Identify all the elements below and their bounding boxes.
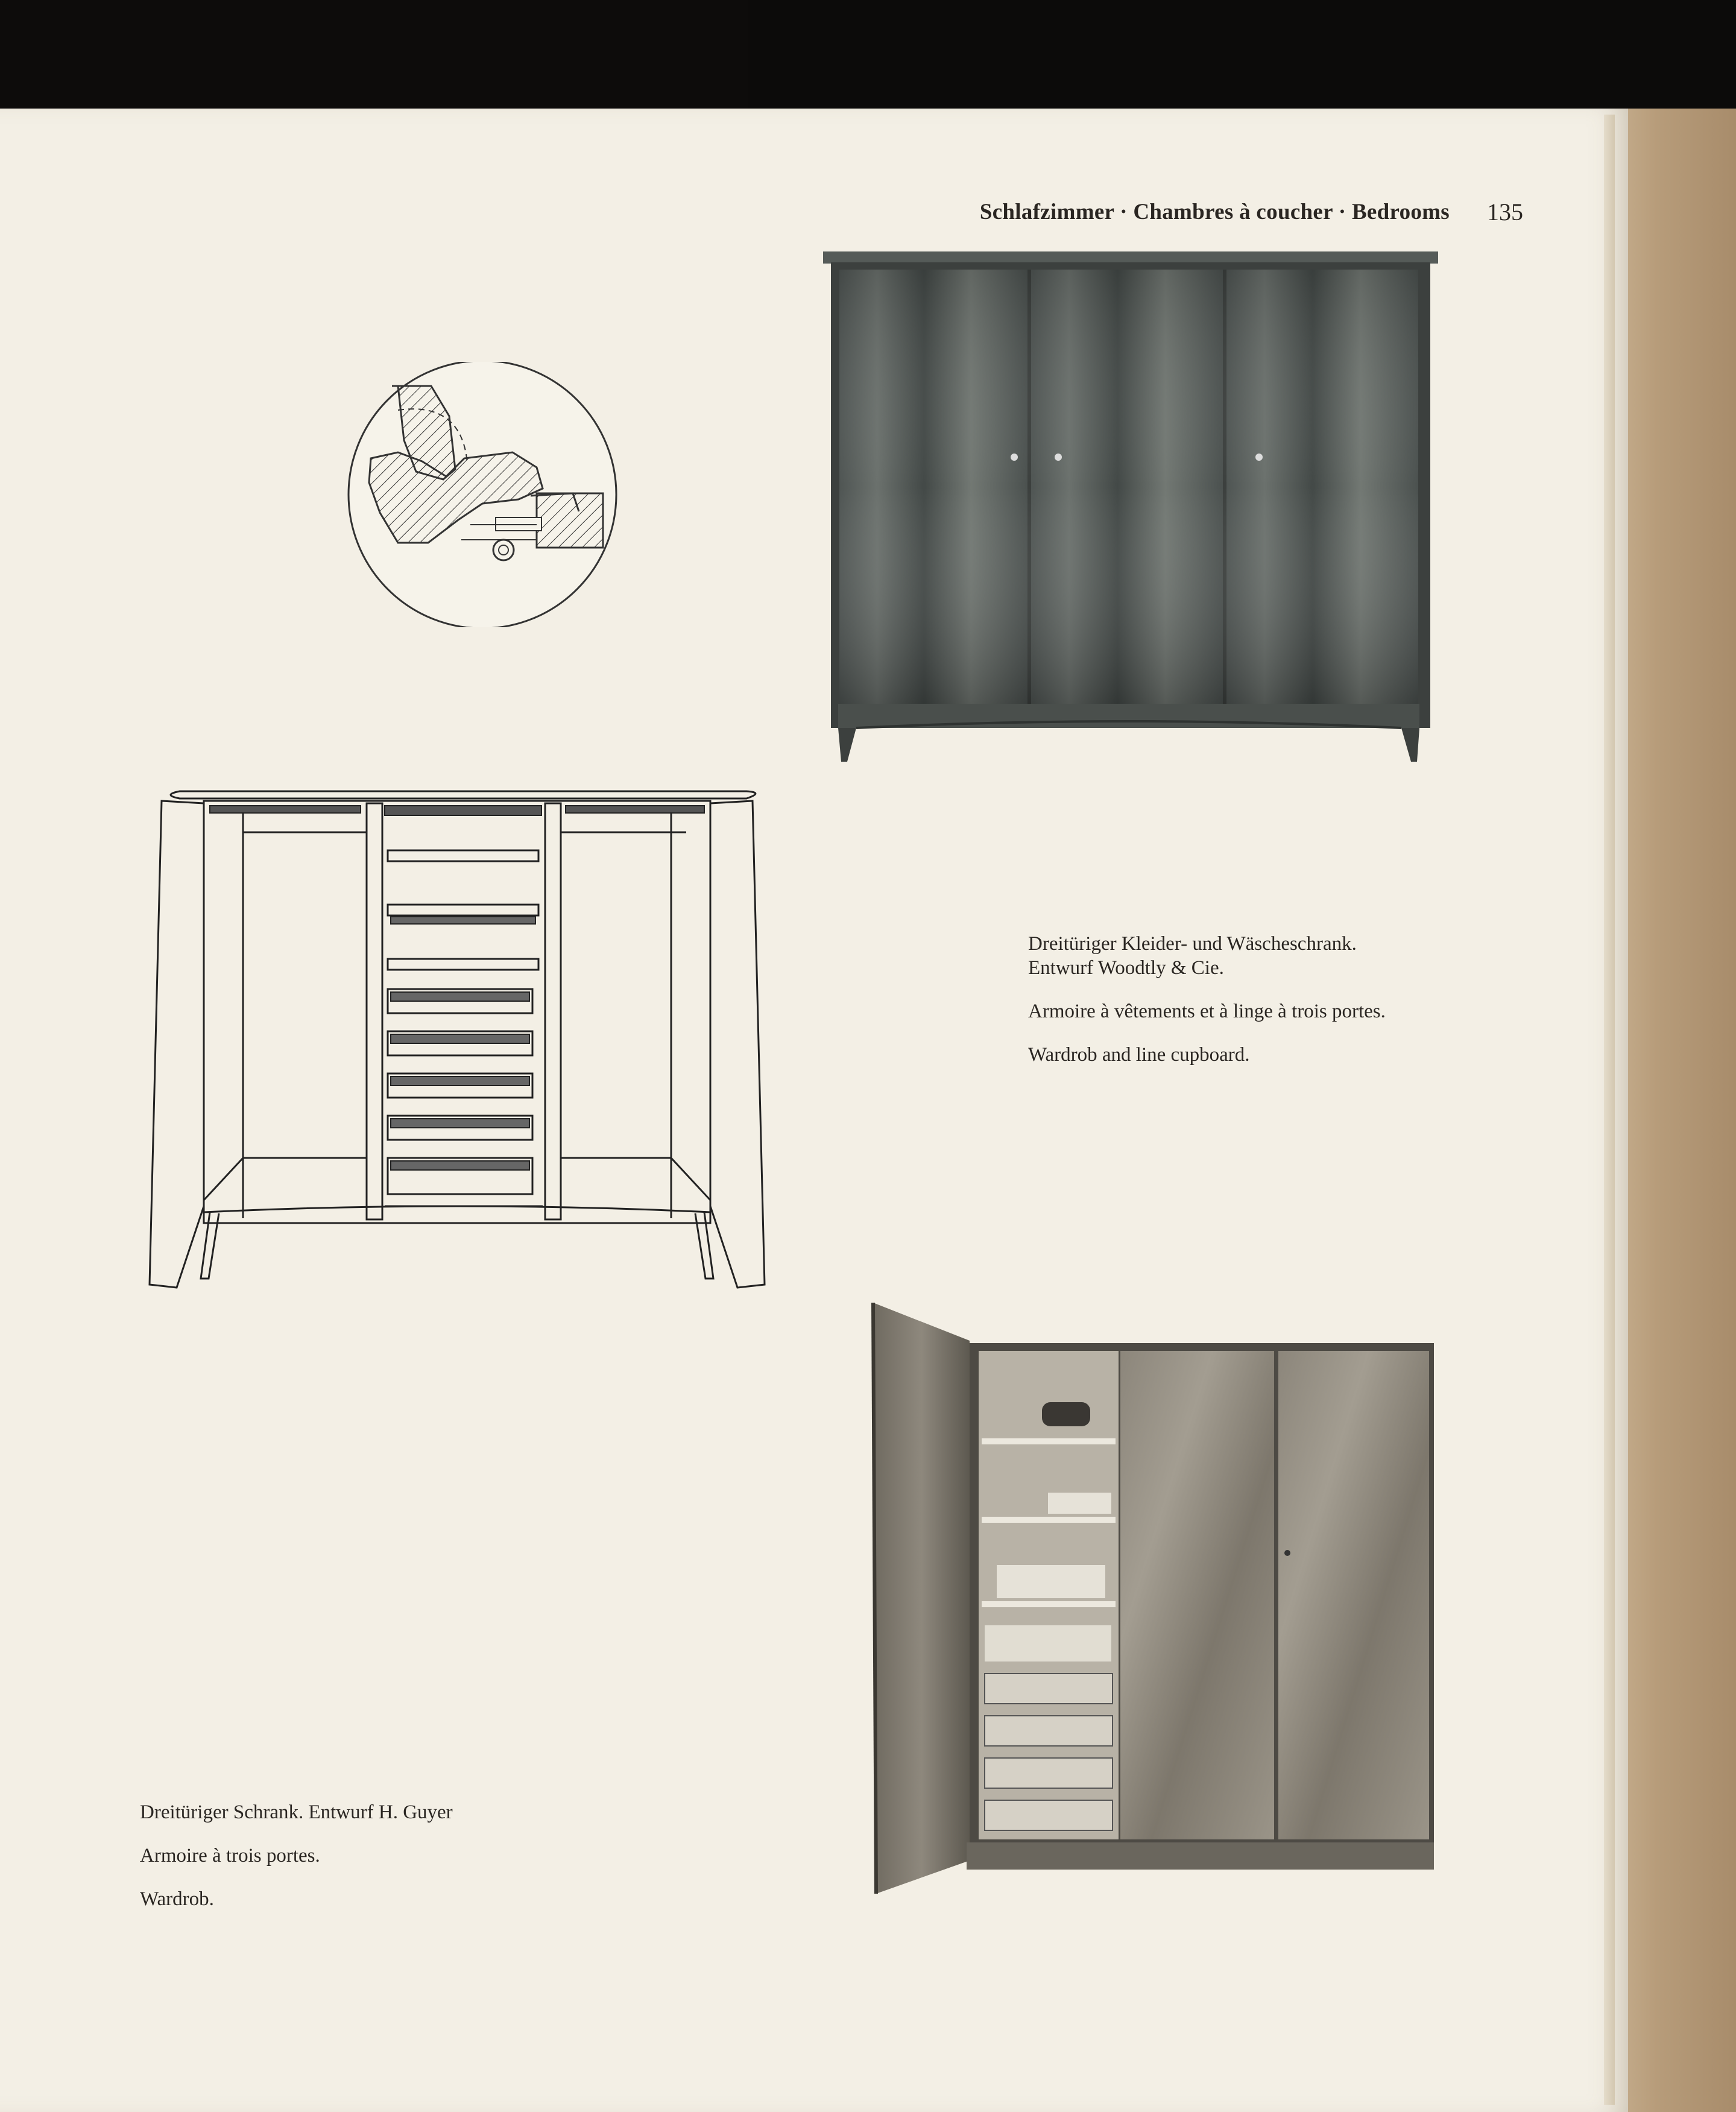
wardrobe-elevation-drawing <box>144 784 795 1297</box>
caption-bottom-left <box>140 1800 453 1930</box>
caption-de: Dreitüriger Schrank. Entwurf H. Guyer <box>140 1801 453 1823</box>
caption-en: Wardrob and line cupboard. <box>1028 1044 1250 1066</box>
running-title: Schlafzimmer · Chambres à coucher · Bedrooms <box>979 200 1450 224</box>
wardrobe-photo-closed <box>820 244 1441 769</box>
caption-fr: Armoire à trois portes. <box>140 1845 320 1867</box>
caption-top-right <box>1028 932 1386 1086</box>
caption-fr: Armoire à vêtements et à linge à trois portes. <box>1028 1001 1386 1022</box>
caption-de-line-1: Dreitüriger Kleider- und Wäscheschrank. <box>1028 933 1357 955</box>
caption-de-line-2: Entwurf Woodtly & Cie. <box>1028 957 1224 979</box>
hinge-detail-drawing <box>338 362 627 627</box>
page-stack-edge <box>1604 115 1615 2105</box>
page-number: 135 <box>1487 198 1523 226</box>
caption-en: Wardrob. <box>140 1888 214 1910</box>
wardrobe-photo-open <box>867 1300 1446 1897</box>
